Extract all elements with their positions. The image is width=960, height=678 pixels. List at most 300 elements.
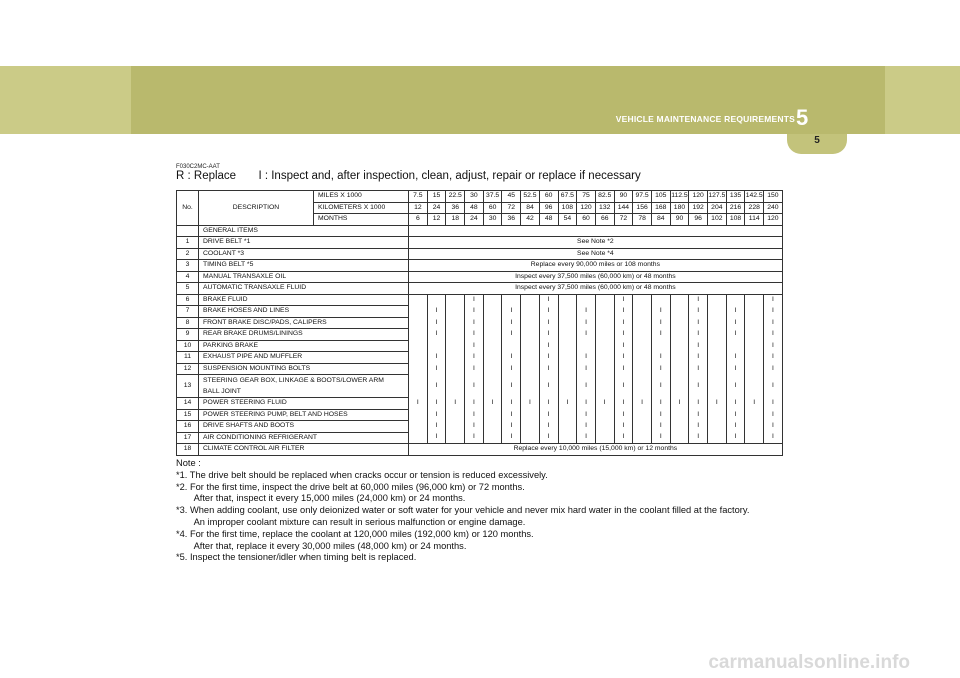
schedule-cell: I xyxy=(502,421,521,433)
row-description-text: COOLANT *3 xyxy=(203,249,245,257)
schedule-cell xyxy=(745,329,764,341)
schedule-cell xyxy=(745,421,764,433)
schedule-cell xyxy=(670,340,689,352)
schedule-cell xyxy=(483,340,502,352)
schedule-cell xyxy=(558,352,577,364)
interval-km: 60 xyxy=(483,202,502,214)
schedule-cell xyxy=(446,409,465,421)
schedule-cell: I xyxy=(577,398,596,410)
schedule-cell: I xyxy=(465,363,484,375)
table-row xyxy=(177,237,783,249)
schedule-cell xyxy=(409,432,428,444)
note-line: Note : xyxy=(176,458,201,468)
schedule-cell xyxy=(670,306,689,318)
schedule-cell xyxy=(708,306,727,318)
schedule-cell: I xyxy=(427,409,446,421)
row-number: 6 xyxy=(177,294,199,306)
schedule-cell: I xyxy=(427,306,446,318)
interval-km: 216 xyxy=(726,202,745,214)
schedule-cell: I xyxy=(726,375,745,398)
schedule-cell: I xyxy=(614,340,633,352)
row-description-text: POWER STEERING FLUID xyxy=(203,399,287,406)
schedule-cell xyxy=(558,306,577,318)
schedule-cell xyxy=(595,317,614,329)
interval-km: 48 xyxy=(465,202,484,214)
schedule-cell: I xyxy=(764,363,783,375)
row-description xyxy=(199,398,409,410)
notes-block xyxy=(176,458,796,564)
schedule-cell xyxy=(708,340,727,352)
schedule-cell xyxy=(427,340,446,352)
schedule-cell: I xyxy=(577,421,596,433)
interval-months: 90 xyxy=(670,214,689,226)
maintenance-schedule-table xyxy=(176,190,783,456)
row-description-text: POWER STEERING PUMP, BELT AND HOSES xyxy=(203,410,348,418)
schedule-cell xyxy=(483,294,502,306)
schedule-cell: I xyxy=(764,409,783,421)
schedule-cell xyxy=(577,294,596,306)
schedule-cell: I xyxy=(651,329,670,341)
schedule-cell xyxy=(446,363,465,375)
schedule-cell xyxy=(483,421,502,433)
schedule-cell: I xyxy=(427,398,446,410)
interval-miles: 7.5 xyxy=(409,191,428,203)
schedule-cell: I xyxy=(427,432,446,444)
schedule-cell: I xyxy=(539,317,558,329)
interval-km: 108 xyxy=(558,202,577,214)
schedule-cell xyxy=(633,421,652,433)
note-line: After that, replace it every 30,000 miles (48,000 km) or 24 months. xyxy=(176,540,467,551)
schedule-cell: I xyxy=(726,306,745,318)
row-description xyxy=(199,248,409,260)
table-row xyxy=(177,432,783,444)
schedule-cell xyxy=(446,340,465,352)
row-description xyxy=(199,260,409,272)
schedule-cell xyxy=(483,409,502,421)
schedule-cell xyxy=(521,432,540,444)
schedule-cell xyxy=(446,432,465,444)
schedule-cell: I xyxy=(745,398,764,410)
schedule-cell xyxy=(483,352,502,364)
schedule-cell: I xyxy=(465,317,484,329)
schedule-cell: I xyxy=(539,352,558,364)
interval-miles: 37.5 xyxy=(483,191,502,203)
interval-miles: 82.5 xyxy=(595,191,614,203)
schedule-cell: I xyxy=(651,375,670,398)
schedule-cell xyxy=(708,294,727,306)
table-row xyxy=(177,248,783,260)
schedule-cell xyxy=(670,409,689,421)
schedule-cell: I xyxy=(558,398,577,410)
row-description-text: MANUAL TRANSAXLE OIL xyxy=(203,272,287,280)
schedule-cell: I xyxy=(614,317,633,329)
table-row xyxy=(177,409,783,421)
schedule-cell: I xyxy=(502,375,521,398)
schedule-cell xyxy=(670,352,689,364)
row-description xyxy=(199,421,409,433)
schedule-cell: I xyxy=(633,398,652,410)
schedule-cell: I xyxy=(577,317,596,329)
interval-miles: 60 xyxy=(539,191,558,203)
interval-months: 54 xyxy=(558,214,577,226)
schedule-cell: I xyxy=(465,329,484,341)
row-description-text: AIR CONDITIONING REFRIGERANT xyxy=(203,433,318,441)
interval-miles: 150 xyxy=(764,191,783,203)
row-description xyxy=(199,375,409,398)
schedule-cell: I xyxy=(764,340,783,352)
general-items-row xyxy=(177,225,783,237)
schedule-cell: I xyxy=(427,317,446,329)
legend: R : Replace I : Inspect and, after inspection, clean, adjust, repair or replace if necessary xyxy=(176,170,641,182)
row-number: 12 xyxy=(177,363,199,375)
interval-months: 12 xyxy=(427,214,446,226)
schedule-cell: I xyxy=(651,398,670,410)
row-number: 11 xyxy=(177,352,199,364)
schedule-cell: I xyxy=(689,398,708,410)
note-line: After that, inspect it every 15,000 miles (24,000 km) or 24 months. xyxy=(176,493,466,504)
schedule-cell: I xyxy=(539,329,558,341)
schedule-cell xyxy=(633,340,652,352)
row-description xyxy=(199,444,409,456)
row-description-text: SUSPENSION MOUNTING BOLTS xyxy=(203,364,311,372)
interval-km: 132 xyxy=(595,202,614,214)
schedule-cell xyxy=(595,363,614,375)
schedule-cell xyxy=(633,317,652,329)
schedule-cell: I xyxy=(764,306,783,318)
interval-km: 72 xyxy=(502,202,521,214)
schedule-cell: I xyxy=(446,398,465,410)
row-number: 4 xyxy=(177,271,199,283)
schedule-cell xyxy=(745,409,764,421)
schedule-cell: I xyxy=(764,317,783,329)
interval-months: 66 xyxy=(595,214,614,226)
table-row xyxy=(177,306,783,318)
schedule-cell xyxy=(708,317,727,329)
row-description-text: TIMING BELT *5 xyxy=(203,261,254,268)
schedule-cell xyxy=(745,306,764,318)
schedule-cell: I xyxy=(577,363,596,375)
interval-miles: 52.5 xyxy=(521,191,540,203)
schedule-cell: I xyxy=(614,352,633,364)
schedule-cell xyxy=(502,340,521,352)
row-number: 16 xyxy=(177,421,199,433)
schedule-cell xyxy=(745,352,764,364)
schedule-cell xyxy=(633,306,652,318)
interval-label: MILES X 1000 xyxy=(314,191,409,203)
schedule-cell xyxy=(558,421,577,433)
schedule-cell xyxy=(521,352,540,364)
schedule-cell: I xyxy=(577,329,596,341)
schedule-cell: I xyxy=(689,363,708,375)
interval-miles: 45 xyxy=(502,191,521,203)
schedule-cell: I xyxy=(689,352,708,364)
schedule-cell xyxy=(708,329,727,341)
schedule-cell xyxy=(483,317,502,329)
interval-miles: 105 xyxy=(651,191,670,203)
schedule-cell: I xyxy=(539,306,558,318)
interval-months: 114 xyxy=(745,214,764,226)
schedule-cell: I xyxy=(595,398,614,410)
schedule-cell: I xyxy=(539,363,558,375)
schedule-cell: I xyxy=(764,294,783,306)
schedule-cell xyxy=(409,294,428,306)
table-row xyxy=(177,340,783,352)
schedule-cell xyxy=(558,329,577,341)
row-description xyxy=(199,352,409,364)
schedule-cell xyxy=(708,432,727,444)
schedule-cell xyxy=(633,375,652,398)
schedule-cell: I xyxy=(689,409,708,421)
schedule-cell xyxy=(595,329,614,341)
schedule-cell xyxy=(409,317,428,329)
watermark: carmanualsonline.info xyxy=(708,652,910,673)
schedule-cell xyxy=(409,306,428,318)
interval-months: 18 xyxy=(446,214,465,226)
row-description xyxy=(199,329,409,341)
schedule-cell: I xyxy=(427,375,446,398)
schedule-cell xyxy=(670,375,689,398)
interval-km: 84 xyxy=(521,202,540,214)
interval-km: 144 xyxy=(614,202,633,214)
schedule-cell xyxy=(595,306,614,318)
schedule-cell: I xyxy=(465,421,484,433)
table-row xyxy=(177,421,783,433)
row-description-text: CLIMATE CONTROL AIR FILTER xyxy=(203,445,305,452)
schedule-cell xyxy=(595,375,614,398)
row-description xyxy=(199,317,409,329)
row-number xyxy=(177,225,199,237)
blank-cell xyxy=(409,225,783,237)
row-span-note: See Note *2 xyxy=(409,237,783,249)
page-number: 5 xyxy=(814,135,820,146)
schedule-cell xyxy=(708,421,727,433)
schedule-cell xyxy=(446,329,465,341)
schedule-cell xyxy=(633,329,652,341)
row-number: 10 xyxy=(177,340,199,352)
row-span-note: Inspect every 37,500 miles (60,000 km) or 48 months xyxy=(409,271,783,283)
schedule-cell xyxy=(446,294,465,306)
interval-km: 156 xyxy=(633,202,652,214)
schedule-cell xyxy=(521,294,540,306)
table-row xyxy=(177,352,783,364)
schedule-cell xyxy=(670,432,689,444)
row-number: 2 xyxy=(177,248,199,260)
table-row xyxy=(177,260,783,272)
note-line: An improper coolant mixture can result in serious malfunction or engine damage. xyxy=(176,516,526,527)
schedule-cell xyxy=(483,432,502,444)
schedule-cell xyxy=(409,340,428,352)
schedule-cell xyxy=(745,340,764,352)
schedule-cell: I xyxy=(708,398,727,410)
schedule-cell: I xyxy=(726,432,745,444)
row-description-text: FRONT BRAKE DISC/PADS, CALIPERS xyxy=(203,318,327,326)
interval-km: 120 xyxy=(577,202,596,214)
interval-miles: 135 xyxy=(726,191,745,203)
schedule-cell xyxy=(745,432,764,444)
note-line: *5. Inspect the tensioner/idler when timing belt is replaced. xyxy=(176,552,417,563)
row-description xyxy=(199,409,409,421)
table-row xyxy=(177,375,783,398)
schedule-cell: I xyxy=(689,294,708,306)
schedule-cell: I xyxy=(764,432,783,444)
note-line: *2. For the first time, inspect the drive belt at 60,000 miles (96,000 km) or 72 months. xyxy=(176,481,525,492)
schedule-cell: I xyxy=(726,363,745,375)
schedule-cell: I xyxy=(614,398,633,410)
schedule-cell xyxy=(483,375,502,398)
schedule-cell: I xyxy=(539,432,558,444)
schedule-cell: I xyxy=(502,409,521,421)
schedule-cell: I xyxy=(764,329,783,341)
schedule-cell: I xyxy=(577,432,596,444)
schedule-cell: I xyxy=(539,375,558,398)
interval-months: 120 xyxy=(764,214,783,226)
schedule-cell xyxy=(521,340,540,352)
schedule-cell xyxy=(670,317,689,329)
note-line: *3. When adding coolant, use only deionized water or soft water for your vehicle and never mix hard water in the coolant filled at the factory. xyxy=(176,505,750,516)
schedule-cell: I xyxy=(651,409,670,421)
schedule-cell xyxy=(745,317,764,329)
row-number: 14 xyxy=(177,398,199,410)
row-number: 13 xyxy=(177,375,199,398)
schedule-cell xyxy=(427,294,446,306)
schedule-cell xyxy=(670,363,689,375)
schedule-cell: I xyxy=(614,421,633,433)
interval-months: 30 xyxy=(483,214,502,226)
schedule-cell xyxy=(708,409,727,421)
interval-months: 84 xyxy=(651,214,670,226)
interval-miles: 15 xyxy=(427,191,446,203)
schedule-cell: I xyxy=(689,317,708,329)
schedule-cell: I xyxy=(726,317,745,329)
schedule-cell: I xyxy=(502,363,521,375)
row-description-text: STEERING GEAR BOX, LINKAGE & BOOTS/LOWER ARM xyxy=(203,377,384,384)
row-description xyxy=(199,271,409,283)
schedule-cell xyxy=(745,375,764,398)
row-number: 8 xyxy=(177,317,199,329)
table-row xyxy=(177,363,783,375)
row-description-text: AUTOMATIC TRANSAXLE FLUID xyxy=(203,284,307,291)
interval-months: 36 xyxy=(502,214,521,226)
row-description xyxy=(199,306,409,318)
schedule-cell: I xyxy=(689,375,708,398)
schedule-cell: I xyxy=(651,432,670,444)
schedule-cell xyxy=(521,306,540,318)
schedule-cell: I xyxy=(409,398,428,410)
table-row xyxy=(177,398,783,410)
interval-months: 108 xyxy=(726,214,745,226)
interval-km: 180 xyxy=(670,202,689,214)
row-number: 7 xyxy=(177,306,199,318)
schedule-cell xyxy=(446,306,465,318)
schedule-cell: I xyxy=(465,306,484,318)
row-number: 18 xyxy=(177,444,199,456)
schedule-cell: I xyxy=(502,432,521,444)
table-row xyxy=(177,329,783,341)
interval-miles: 30 xyxy=(465,191,484,203)
row-description xyxy=(199,283,409,295)
row-description-text: PARKING BRAKE xyxy=(203,341,259,349)
schedule-cell: I xyxy=(465,432,484,444)
interval-miles: 127.5 xyxy=(708,191,727,203)
interval-months: 48 xyxy=(539,214,558,226)
interval-miles: 22.5 xyxy=(446,191,465,203)
schedule-cell xyxy=(633,409,652,421)
interval-label: KILOMETERS X 1000 xyxy=(314,202,409,214)
schedule-cell: I xyxy=(614,432,633,444)
schedule-cell: I xyxy=(483,398,502,410)
schedule-cell xyxy=(595,340,614,352)
schedule-cell: I xyxy=(539,421,558,433)
interval-miles: 67.5 xyxy=(558,191,577,203)
interval-km: 24 xyxy=(427,202,446,214)
interval-km: 36 xyxy=(446,202,465,214)
schedule-cell: I xyxy=(689,421,708,433)
schedule-cell: I xyxy=(427,363,446,375)
interval-miles: 112.5 xyxy=(670,191,689,203)
schedule-cell: I xyxy=(502,352,521,364)
interval-miles: 120 xyxy=(689,191,708,203)
row-description-text: BRAKE HOSES AND LINES xyxy=(203,307,290,314)
schedule-cell xyxy=(409,352,428,364)
schedule-cell xyxy=(633,294,652,306)
schedule-cell xyxy=(446,375,465,398)
schedule-cell xyxy=(409,421,428,433)
row-description-text: DRIVE SHAFTS AND BOOTS xyxy=(203,422,295,429)
schedule-cell xyxy=(595,352,614,364)
schedule-cell: I xyxy=(427,329,446,341)
schedule-cell: I xyxy=(465,352,484,364)
schedule-cell xyxy=(558,375,577,398)
schedule-cell: I xyxy=(539,409,558,421)
schedule-cell xyxy=(577,340,596,352)
schedule-cell: I xyxy=(614,329,633,341)
schedule-cell xyxy=(651,340,670,352)
schedule-cell xyxy=(558,363,577,375)
schedule-cell xyxy=(633,363,652,375)
schedule-cell xyxy=(670,294,689,306)
interval-km: 204 xyxy=(708,202,727,214)
schedule-cell: I xyxy=(577,306,596,318)
schedule-cell xyxy=(446,421,465,433)
schedule-cell: I xyxy=(465,409,484,421)
row-description-text: DRIVE BELT *1 xyxy=(203,238,251,245)
interval-months: 72 xyxy=(614,214,633,226)
table-row xyxy=(177,444,783,456)
schedule-cell: I xyxy=(614,294,633,306)
table-row xyxy=(177,271,783,283)
schedule-cell: I xyxy=(651,306,670,318)
schedule-cell xyxy=(483,306,502,318)
schedule-cell xyxy=(651,294,670,306)
header-row-miles xyxy=(177,191,783,203)
schedule-cell: I xyxy=(614,306,633,318)
schedule-cell xyxy=(633,432,652,444)
interval-km: 240 xyxy=(764,202,783,214)
schedule-cell xyxy=(521,409,540,421)
row-description xyxy=(199,294,409,306)
row-description-text: REAR BRAKE DRUMS/LININGS xyxy=(203,330,303,337)
interval-miles: 75 xyxy=(577,191,596,203)
schedule-cell xyxy=(521,363,540,375)
schedule-cell: I xyxy=(689,432,708,444)
schedule-cell xyxy=(521,317,540,329)
interval-km: 192 xyxy=(689,202,708,214)
schedule-cell: I xyxy=(465,294,484,306)
row-span-note: Inspect every 37,500 miles (60,000 km) or 48 months xyxy=(409,283,783,295)
schedule-cell: I xyxy=(726,421,745,433)
interval-months: 78 xyxy=(633,214,652,226)
schedule-cell: I xyxy=(614,375,633,398)
